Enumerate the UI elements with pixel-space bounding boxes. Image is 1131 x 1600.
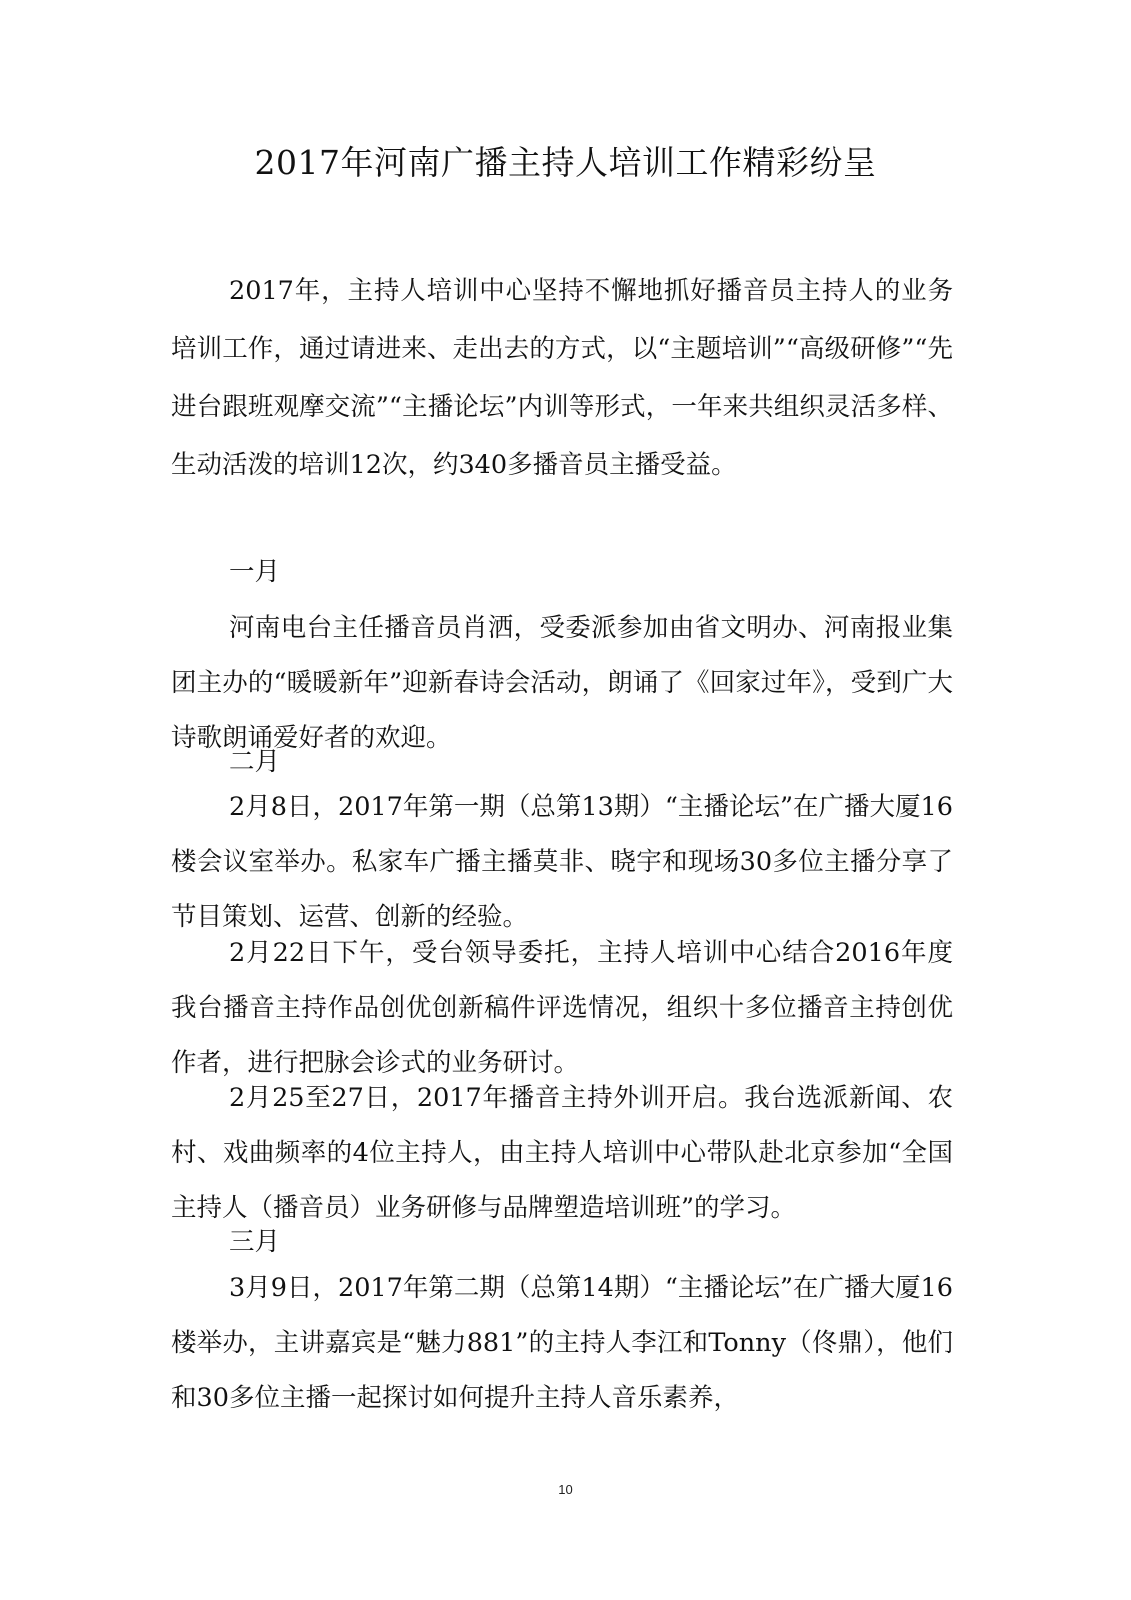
month-heading-january: 一月 (229, 557, 281, 587)
march-paragraph-1: 3月9日，2017年第二期（总第14期）“主播论坛”在广播大厦16楼举办，主讲嘉宾是“魅力881”的主持人李江和Tonny（佟鼎），他们和30多位主播一起探讨如何提升主持人音乐素养， (171, 1273, 953, 1413)
january-paragraph-1: 河南电台主任播音员肖洒，受委派参加由省文明办、河南报业集团主办的“暖暖新年”迎新春诗会活动，朗诵了《回家过年》，受到广大诗歌朗诵爱好者的欢迎。 (171, 613, 953, 753)
february-paragraph-2: 2月22日下午，受台领导委托，主持人培训中心结合2016年度我台播音主持作品创优创新稿件评选情况，组织十多位播音主持创优作者，进行把脉会诊式的业务研讨。 (171, 938, 953, 1078)
month-heading-march: 三月 (229, 1227, 281, 1257)
page-number: 10 (558, 1482, 573, 1497)
month-heading-february: 二月 (229, 747, 281, 777)
intro-paragraph: 2017年，主持人培训中心坚持不懈地抓好播音员主持人的业务培训工作，通过请进来、走出去的方式，以“主题培训”“高级研修”“先进台跟班观摩交流”“主播论坛”内训等形式，一年来共组织灵活多样、生动活泼的培训12次，约340多播音员主播受益。 (171, 276, 953, 480)
february-paragraph-3: 2月25至27日，2017年播音主持外训开启。我台选派新闻、农村、戏曲频率的4位主持人，由主持人培训中心带队赴北京参加“全国主持人（播音员）业务研修与品牌塑造培训班”的学习。 (171, 1083, 953, 1223)
document-title: 2017年河南广播主持人培训工作精彩纷呈 (254, 143, 877, 182)
february-paragraph-1: 2月8日，2017年第一期（总第13期）“主播论坛”在广播大厦16楼会议室举办。私家车广播主播莫非、晓宇和现场30多位主播分享了节目策划、运营、创新的经验。 (171, 792, 953, 932)
